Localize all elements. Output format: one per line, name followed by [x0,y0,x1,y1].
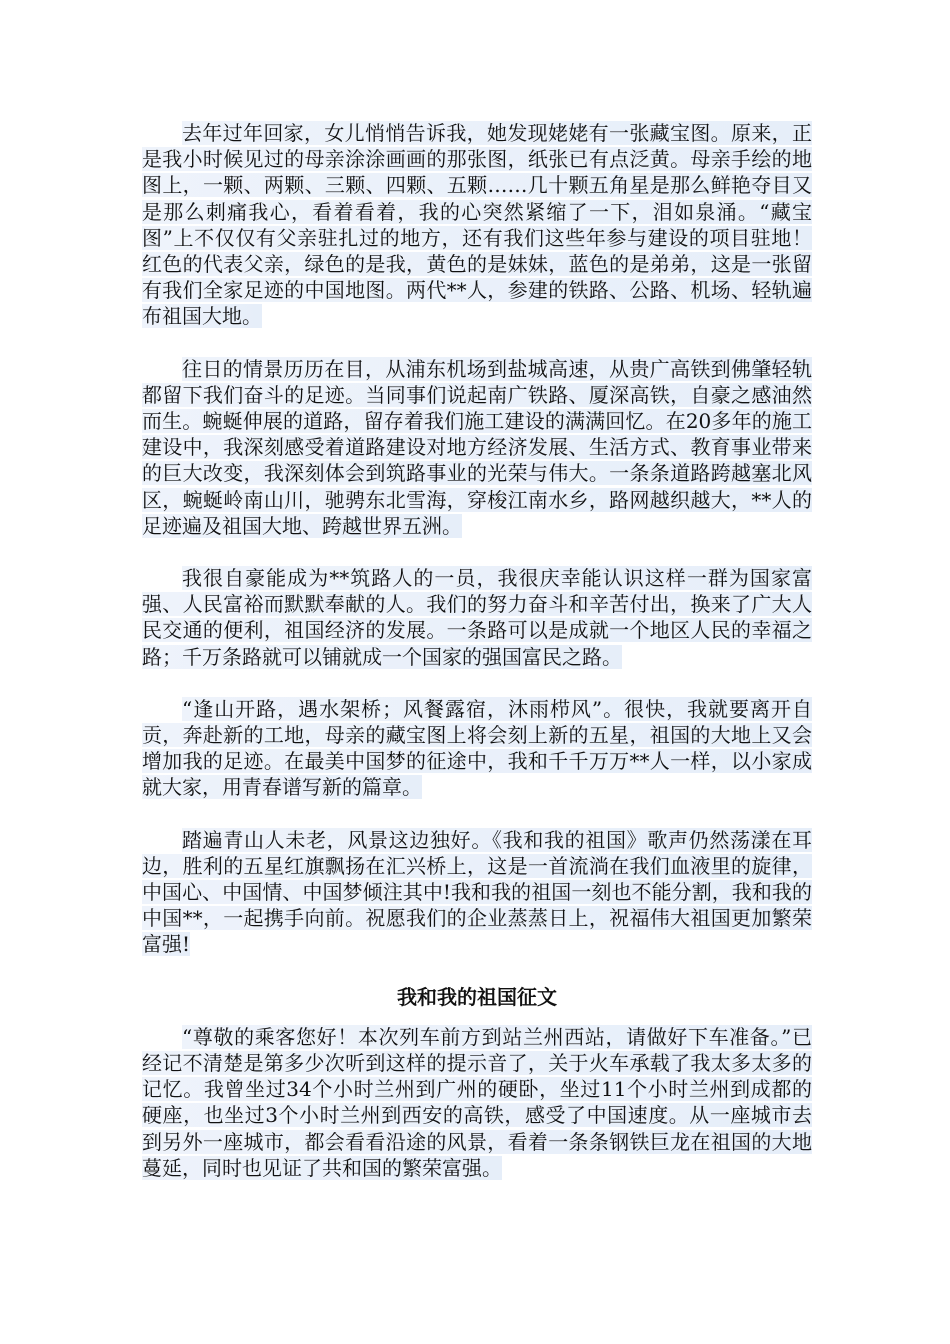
paragraph-gap [142,801,812,827]
paragraph-5-text: 踏遍青山人未老，风景这边独好。《我和我的祖国》歌声仍然荡漾在耳边，胜利的五星红旗飘扬在汇兴桥上，这是一首流淌在我们血液里的旋律，中国心、中国情、中国梦倾注其中!我和我的祖国一刻也不能分割，我和我的中国**，一起携手向前。祝愿我们的企业蒸蒸日上，祝福伟大祖国更加繁荣富强! [142,827,812,957]
section-title: 我和我的祖国征文 [397,984,557,1009]
paragraph-3-text: 我很自豪能成为**筑路人的一员，我很庆幸能认识这样一群为国家富强、人民富裕而默默奉献的人。我们的努力奋斗和辛苦付出，换来了广大人民交通的便利，祖国经济的发展。一条路可以是成就一个地区人民的幸福之路；千万条路就可以铺就成一个国家的强国富民之路。 [142,566,812,669]
paragraph-3 [142,565,812,670]
section-paragraph-text: “尊敬的乘客您好！本次列车前方到站兰州西站，请做好下车准备。”已经记不清楚是第多少次听到这样的提示音了，关于火车承载了我太多太多的记忆。我曾坐过34个小时兰州到广州的硬卧，坐过11个小时兰州到成都的硬座，也坐过3个小时兰州到西安的高铁，感受了中国速度。从一座城市去到另外一座城市，都会看看沿途的风景，看着一条条钢铁巨龙在祖国的大地蔓延，同时也见证了共和国的繁荣富强。 [142,1024,812,1180]
paragraph-gap [142,330,812,356]
paragraph-4-text: “逢山开路，遇水架桥；风餐露宿，沐雨栉风”。很快，我就要离开自贡，奔赴新的工地，母亲的藏宝图上将会刻上新的五星，祖国的大地上又会增加我的足迹。在最美中国梦的征途中，我和千千万万**人一样，以小家成就大家，用青春谱写新的篇章。 [142,696,812,800]
paragraph-2-text: 往日的情景历历在目，从浦东机场到盐城高速，从贵广高铁到佛肇轻轨都留下我们奋斗的足迹。当同事们说起南广铁路、厦深高铁，自豪之感油然而生。蜿蜒伸展的道路，留存着我们施工建设的满满回忆。在20多年的施工建设中，我深刻感受着道路建设对地方经济发展、生活方式、教育事业带来的巨大改变，我深刻体会到筑路事业的光荣与伟大。一条条道路跨越塞北风区，蜿蜒岭南山川，驰骋东北雪海，穿梭江南水乡，路网越织越大，**人的足迹遍及祖国大地、跨越世界五洲。 [142,356,812,538]
paragraph-gap [142,670,812,696]
paragraph-gap [142,958,812,984]
paragraph-1 [142,120,812,330]
paragraph-1-text: 去年过年回家，女儿悄悄告诉我，她发现姥姥有一张藏宝图。原来，正是我小时候见过的母亲涂涂画画的那张图，纸张已有点泛黄。母亲手绘的地图上，一颗、两颗、三颗、四颗、五颗……几十颗五角星是那么鲜艳夺目又是那么刺痛我心，看着看着，我的心突然紧缩了一下，泪如泉涌。“藏宝图”上不仅仅有父亲驻扎过的地方，还有我们这些年参与建设的项目驻地！红色的代表父亲，绿色的是我，黄色的是妹妹，蓝色的是弟弟，这是一张留有我们全家足迹的中国地图。两代**人，参建的铁路、公路、机场、轻轨遍布祖国大地。 [142,121,812,329]
paragraph-4 [142,696,812,801]
document-page [142,120,812,1181]
paragraph-2 [142,356,812,539]
section-paragraph [142,1024,812,1181]
paragraph-5 [142,827,812,958]
paragraph-gap [142,539,812,565]
